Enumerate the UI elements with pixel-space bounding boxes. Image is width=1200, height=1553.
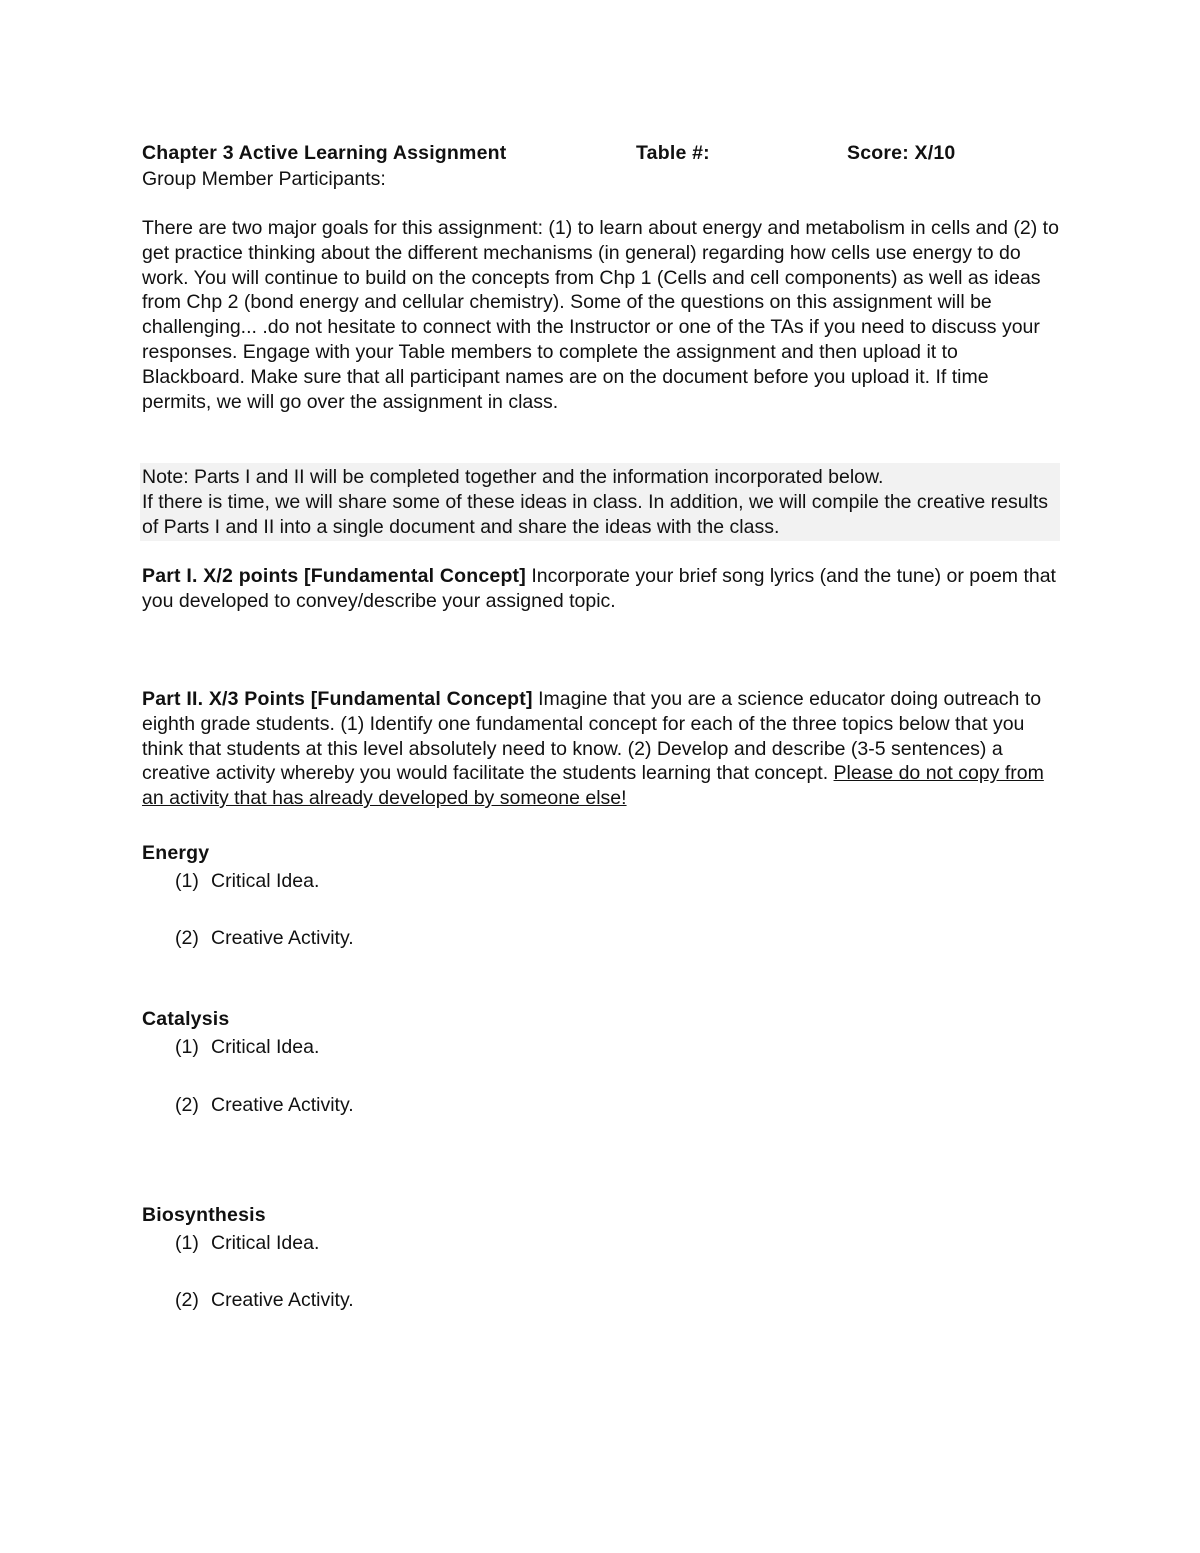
note-box bbox=[140, 463, 1060, 541]
biosynthesis-critical-idea: (1) Critical Idea. bbox=[175, 1232, 320, 1254]
note-line-1: Note: Parts I and II will be completed together and the information incorporated below. bbox=[142, 466, 884, 488]
topic-catalysis-heading: Catalysis bbox=[142, 1008, 230, 1030]
intro-paragraph: There are two major goals for this assignment: (1) to learn about energy and metabolism in cells and (2) to get practice thinking about the different mechanisms (in general) regarding how cells use energy to do work. You will continue to build on the concepts from Chp 1 (Cells and cell components) as well as ideas from Chp 2 (bond energy and cellular chemistry). Some of the questions on this assignment will be challenging... .do not hesitate to connect with the Instructor or one of the TAs if you need to discuss your responses. Engage with your Table members to complete the assignment and then upload it to Blackboard. Make sure that all participant names are on the document before you upload it. If time permits, we will go over the assignment in class. bbox=[142, 217, 1059, 413]
energy-critical-idea: (1) Critical Idea. bbox=[175, 870, 320, 892]
biosynthesis-creative-activity: (2) Creative Activity. bbox=[175, 1289, 354, 1311]
part-1-text: Incorporate your brief song lyrics (and the tune) or poem that you developed to convey/describe your assigned topic. bbox=[142, 565, 1056, 612]
part-2-heading: Part II. X/3 Points [Fundamental Concept] bbox=[142, 688, 533, 710]
header-row bbox=[142, 141, 1062, 167]
topic-biosynthesis-heading: Biosynthesis bbox=[142, 1204, 266, 1226]
table-number-label: Table #: bbox=[636, 142, 710, 164]
energy-creative-activity: (2) Creative Activity. bbox=[175, 927, 354, 949]
part-2-paragraph bbox=[142, 687, 1062, 811]
part-2-warning: Please do not copy from an activity that has already developed by someone else! bbox=[142, 762, 1044, 810]
topic-energy-heading: Energy bbox=[142, 842, 210, 864]
catalysis-creative-activity: (2) Creative Activity. bbox=[175, 1094, 354, 1116]
part-1-paragraph bbox=[142, 564, 1062, 614]
score-label: Score: X/10 bbox=[847, 142, 956, 164]
note-line-2: If there is time, we will share some of these ideas in class. In addition, we will compile the creative results of Parts I and II into a single document and share the ideas with the class. bbox=[142, 490, 1049, 538]
group-members-label: Group Member Participants: bbox=[142, 168, 386, 190]
assignment-title: Chapter 3 Active Learning Assignment bbox=[142, 142, 507, 164]
part-2-text: Imagine that you are a science educator doing outreach to eighth grade students. (1) Identify one fundamental concept for each of the three topics below that you think that students at this level absolutely need to know. (2) Develop and describe (3-5 sentences) a creative activity whereby you would facilitate the students learning that concept. bbox=[142, 688, 1042, 785]
catalysis-critical-idea: (1) Critical Idea. bbox=[175, 1036, 320, 1058]
part-1-heading: Part I. X/2 points [Fundamental Concept] bbox=[142, 565, 526, 587]
